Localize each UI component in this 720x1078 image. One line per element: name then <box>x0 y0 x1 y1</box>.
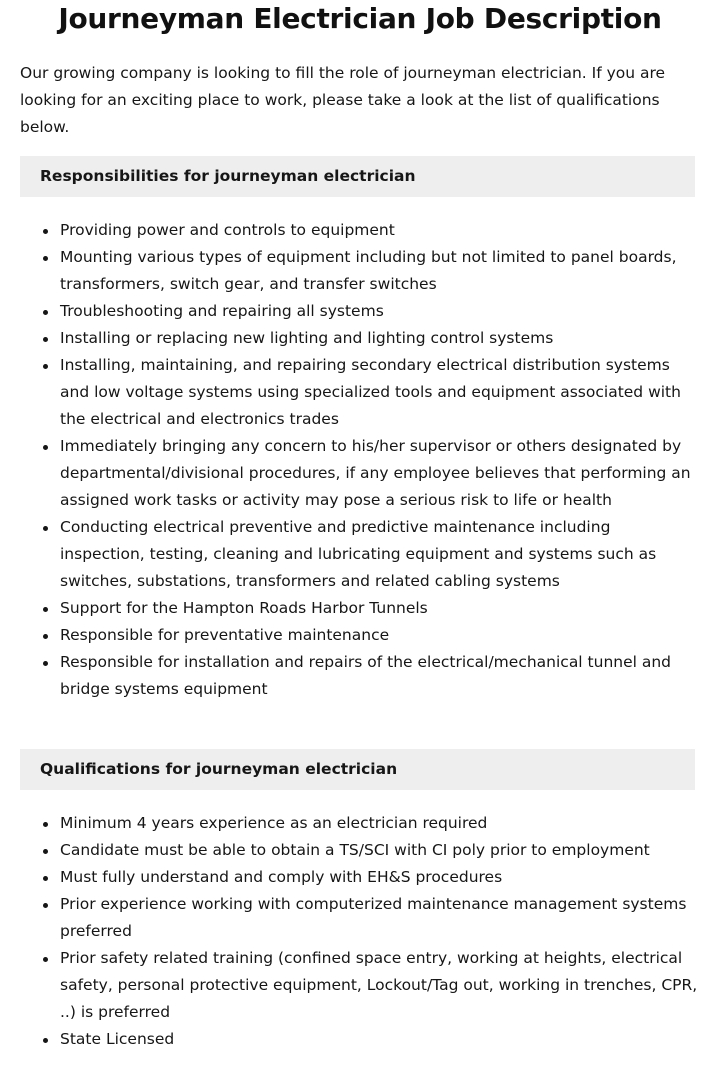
list-item <box>20 352 700 433</box>
list-item-text: Prior safety related training (confined space entry, working at heights, electrical safety, personal protective equipment, Lockout/Tag out, working in trenches, CPR, ..) is preferred <box>60 949 698 1021</box>
list-item-text: Minimum 4 years experience as an electrician required <box>60 814 488 832</box>
bullet-icon <box>43 903 48 908</box>
list-item-text: State Licensed <box>60 1030 175 1048</box>
list-item <box>20 864 700 891</box>
list-item-text: Must fully understand and comply with EH&S procedures <box>60 868 503 886</box>
list-item-text: Installing, maintaining, and repairing secondary electrical distribution systems and low voltage systems using specialized tools and equipment associated with the electrical and electronics trades <box>60 356 681 428</box>
list-item <box>20 514 700 595</box>
list-item <box>20 595 700 622</box>
bullet-icon <box>43 876 48 881</box>
list-item-text: Support for the Hampton Roads Harbor Tunnels <box>60 599 428 617</box>
list-item-text: Providing power and controls to equipment <box>60 221 395 239</box>
list-item-text: Candidate must be able to obtain a TS/SCI with CI poly prior to employment <box>60 841 650 859</box>
list-item <box>20 837 700 864</box>
list-item <box>20 810 700 837</box>
qualifications-heading: Qualifications for journeyman electrician <box>20 749 695 790</box>
bullet-icon <box>43 526 48 531</box>
bullet-icon <box>43 310 48 315</box>
list-item <box>20 217 700 244</box>
bullet-icon <box>43 337 48 342</box>
list-item-text: Installing or replacing new lighting and lighting control systems <box>60 329 554 347</box>
bullet-icon <box>43 634 48 639</box>
responsibilities-heading: Responsibilities for journeyman electrician <box>20 156 695 197</box>
list-item-text: Responsible for preventative maintenance <box>60 626 390 644</box>
bullet-icon <box>43 957 48 962</box>
list-item-text: Prior experience working with computerized maintenance management systems preferred <box>60 895 687 940</box>
list-item <box>20 433 700 514</box>
list-item <box>20 891 700 945</box>
page-title: Journeyman Electrician Job Description <box>58 2 662 35</box>
list-item <box>20 325 700 352</box>
bullet-icon <box>43 445 48 450</box>
list-item <box>20 244 700 298</box>
intro-paragraph: Our growing company is looking to fill the role of journeyman electrician. If you are looking for an exciting place to work, please take a look at the list of qualifications below. <box>20 64 666 136</box>
bullet-icon <box>43 1038 48 1043</box>
list-item-text: Troubleshooting and repairing all systems <box>60 302 384 320</box>
bullet-icon <box>43 364 48 369</box>
list-item <box>20 622 700 649</box>
bullet-icon <box>43 822 48 827</box>
list-item-text: Mounting various types of equipment including but not limited to panel boards, transformers, switch gear, and transfer switches <box>60 248 677 293</box>
list-item-text: Conducting electrical preventive and predictive maintenance including inspection, testing, cleaning and lubricating equipment and systems such as switches, substations, transformers and related cabling systems <box>60 518 657 590</box>
list-item-text: Immediately bringing any concern to his/her supervisor or others designated by departmental/divisional procedures, if any employee believes that performing an assigned work tasks or activity may pose a serious risk to life or health <box>60 437 691 509</box>
bullet-icon <box>43 256 48 261</box>
list-item <box>20 1026 700 1053</box>
list-item <box>20 298 700 325</box>
bullet-icon <box>43 607 48 612</box>
bullet-icon <box>43 229 48 234</box>
qualifications-list <box>20 810 700 1053</box>
list-item <box>20 945 700 1026</box>
bullet-icon <box>43 849 48 854</box>
bullet-icon <box>43 661 48 666</box>
list-item <box>20 649 700 703</box>
list-item-text: Responsible for installation and repairs of the electrical/mechanical tunnel and bridge systems equipment <box>60 653 672 698</box>
responsibilities-list <box>20 217 700 703</box>
